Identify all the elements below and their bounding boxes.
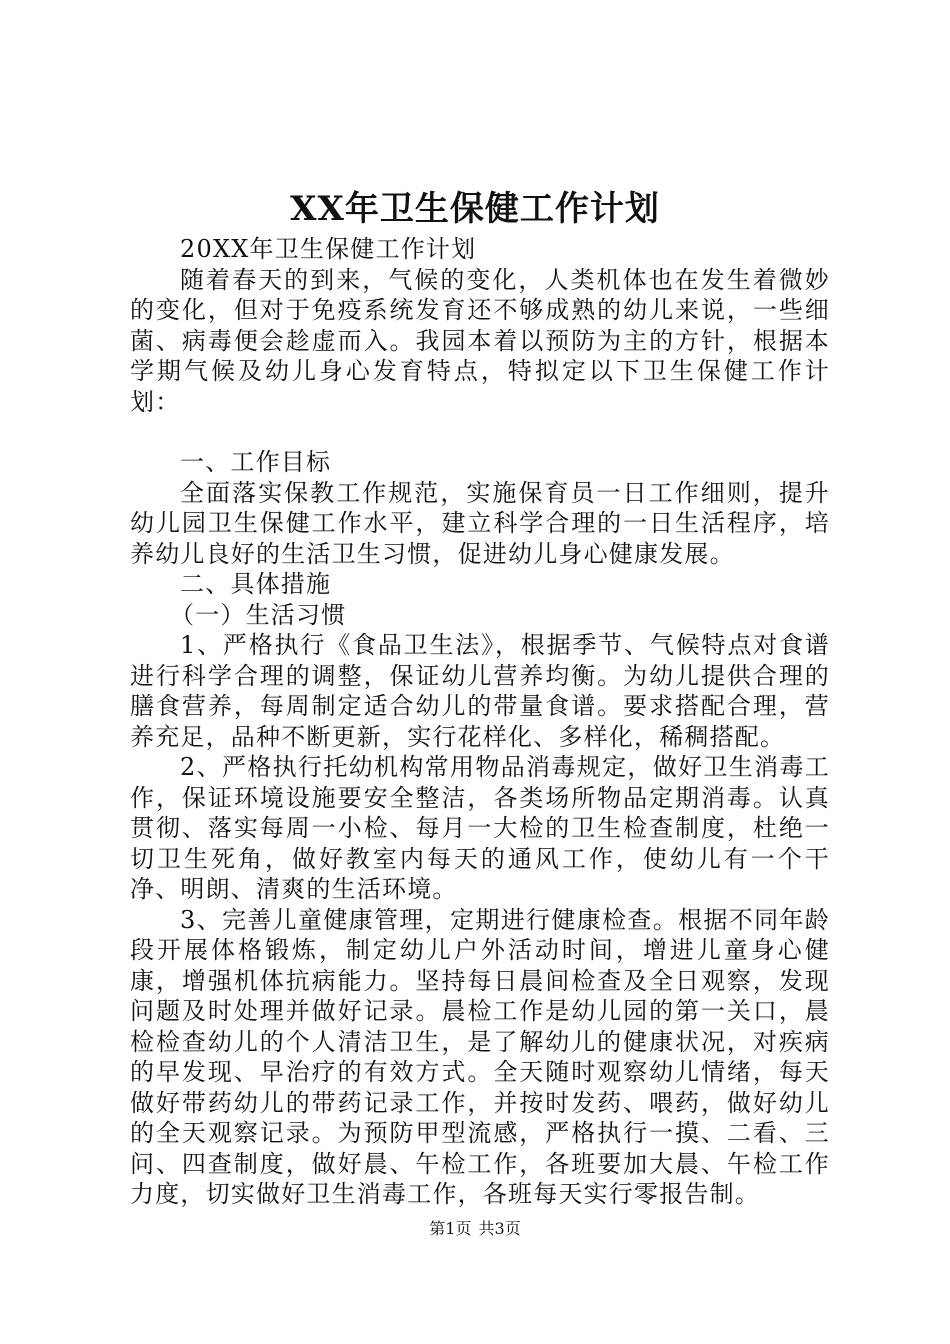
- goals-paragraph: 全面落实保教工作规范，实施保育员一日工作细则，提升幼儿园卫生保健工作水平，建立科学合理的一日生活程序，培养幼儿良好的生活卫生习惯，促进幼儿身心健康发展。: [130, 478, 830, 568]
- intro-paragraph: 随着春天的到来，气候的变化，人类机体也在发生着微妙的变化，但对于免疫系统发育还不够成熟的幼儿来说，一些细菌、病毒便会趁虚而入。我园本着以预防为主的方针，根据本学期气候及幼儿身心发育特点，特拟定以下卫生保健工作计划：: [130, 265, 830, 416]
- section-heading-goals: 一、工作目标: [180, 448, 332, 476]
- section-heading-measures: 二、具体措施: [180, 570, 332, 598]
- page-total: 共3页: [478, 1219, 521, 1238]
- page-footer: [0, 1218, 950, 1240]
- paragraph-gap: [130, 417, 830, 447]
- measure-paragraph-1: 1、严格执行《食品卫生法》，根据季节、气候特点对食谱进行科学合理的调整，保证幼儿营养均衡。为幼儿提供合理的膳食营养，每周制定适合幼儿的带量食谱。要求搭配合理，营养充足，品种不断更新，实行花样化、多样化，稀稠搭配。: [130, 631, 830, 751]
- measure-paragraph-2: 2、严格执行托幼机构常用物品消毒规定，做好卫生消毒工作，保证环境设施要安全整洁，各类场所物品定期消毒。认真贯彻、落实每周一小检、每月一大检的卫生检查制度，杜绝一切卫生死角，做好教室内每天的通风工作，使幼儿有一个干净、明朗、清爽的生活环境。: [130, 753, 830, 903]
- subsection-heading-habits: （一）生活习惯: [170, 600, 347, 629]
- document-title: XX年卫生保健工作计划: [290, 189, 660, 229]
- document-body: [130, 234, 830, 1210]
- subtitle-paragraph: 20XX年卫生保健工作计划: [180, 235, 477, 263]
- measure-paragraph-3: 3、完善儿童健康管理，定期进行健康检查。根据不同年龄段开展体格锻炼，制定幼儿户外活动时间，增进儿童身心健康，增强机体抗病能力。坚持每日晨间检查及全日观察，发现问题及时处理并做好记录。晨检工作是幼儿园的第一关口，晨检检查幼儿的个人清洁卫生，是了解幼儿的健康状况，对疾病的早发现、早治疗的有效方式。全天随时观察幼儿情绪，每天做好带药幼儿的带药记录工作，并按时发药、喂药，做好幼儿的全天观察记录。为预防甲型流感，严格执行一摸、二看、三问、四查制度，做好晨、午检工作，各班要加大晨、午检工作力度，切实做好卫生消毒工作，各班每天实行零报告制。: [130, 905, 830, 1208]
- page-number: 第1页: [429, 1219, 472, 1238]
